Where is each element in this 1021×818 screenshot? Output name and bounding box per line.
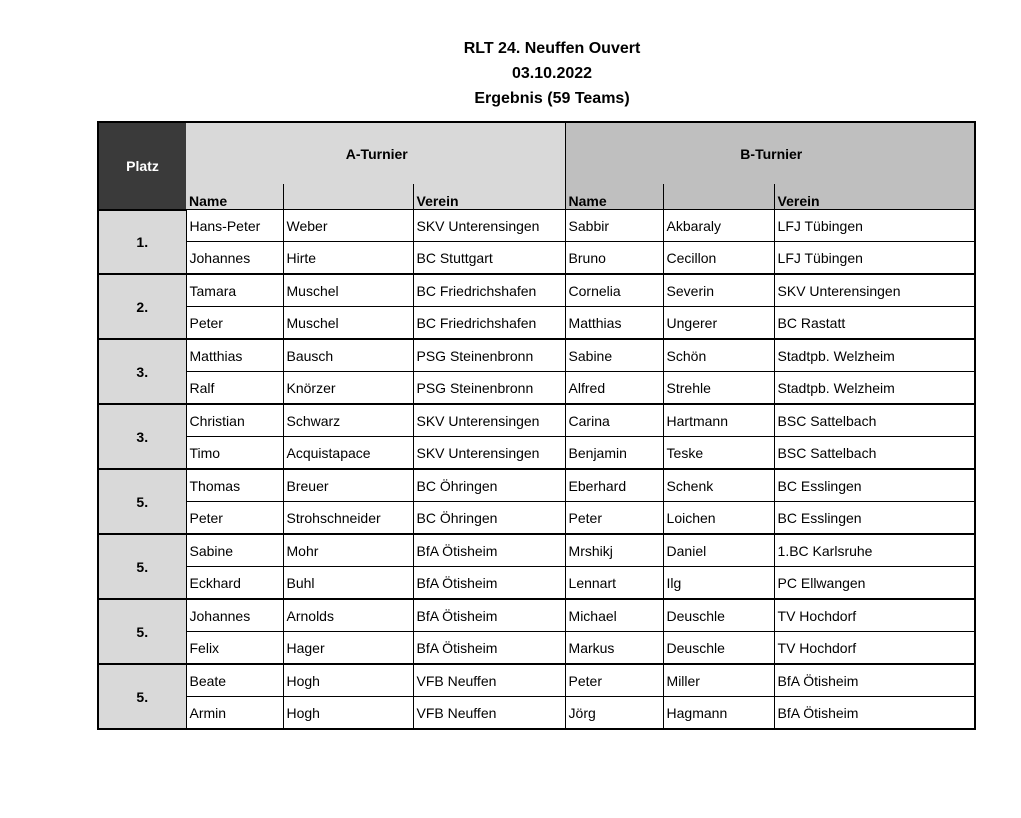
b-club-cell: TV Hochdorf <box>774 599 975 632</box>
rank-cell: 1. <box>98 210 186 275</box>
a-last-name-cell: Schwarz <box>283 404 413 437</box>
rank-cell: 2. <box>98 274 186 339</box>
b-club-cell: BC Rastatt <box>774 307 975 340</box>
b-first-name-cell: Matthias <box>565 307 663 340</box>
b-first-name-cell: Sabine <box>565 339 663 372</box>
b-last-name-cell: Loichen <box>663 502 774 535</box>
b-first-name-cell: Benjamin <box>565 437 663 470</box>
b-first-name-cell: Sabbir <box>565 210 663 242</box>
a-club-cell: VFB Neuffen <box>413 664 565 697</box>
b-name-header-empty <box>663 184 774 210</box>
table-row <box>98 469 975 502</box>
b-club-cell: PC Ellwangen <box>774 567 975 600</box>
a-first-name-cell: Ralf <box>186 372 283 405</box>
a-first-name-cell: Christian <box>186 404 283 437</box>
a-last-name-cell: Hager <box>283 632 413 665</box>
rank-cell: 3. <box>98 404 186 469</box>
a-first-name-cell: Peter <box>186 502 283 535</box>
b-last-name-cell: Teske <box>663 437 774 470</box>
table-row <box>98 534 975 567</box>
a-club-cell: SKV Unterensingen <box>413 210 565 242</box>
a-last-name-cell: Hogh <box>283 664 413 697</box>
b-last-name-cell: Strehle <box>663 372 774 405</box>
a-first-name-cell: Felix <box>186 632 283 665</box>
a-name-header-empty <box>283 184 413 210</box>
a-last-name-cell: Breuer <box>283 469 413 502</box>
a-first-name-cell: Timo <box>186 437 283 470</box>
table-row <box>98 307 975 340</box>
results-body <box>98 210 975 730</box>
a-first-name-cell: Armin <box>186 697 283 730</box>
a-club-cell: BfA Ötisheim <box>413 632 565 665</box>
b-first-name-cell: Lennart <box>565 567 663 600</box>
a-turnier-header: A-Turnier <box>186 122 565 184</box>
a-club-cell: SKV Unterensingen <box>413 437 565 470</box>
a-club-cell: BfA Ötisheim <box>413 567 565 600</box>
a-first-name-cell: Johannes <box>186 242 283 275</box>
b-club-cell: BfA Ötisheim <box>774 664 975 697</box>
a-club-cell: BfA Ötisheim <box>413 599 565 632</box>
page-subtitle: Ergebnis (59 Teams) <box>474 90 630 107</box>
a-last-name-cell: Mohr <box>283 534 413 567</box>
table-row <box>98 404 975 437</box>
b-last-name-cell: Ungerer <box>663 307 774 340</box>
table-row <box>98 664 975 697</box>
a-last-name-cell: Hirte <box>283 242 413 275</box>
a-last-name-cell: Muschel <box>283 274 413 307</box>
rank-cell: 5. <box>98 664 186 729</box>
a-last-name-cell: Hogh <box>283 697 413 730</box>
a-first-name-cell: Sabine <box>186 534 283 567</box>
a-last-name-cell: Arnolds <box>283 599 413 632</box>
b-last-name-cell: Akbaraly <box>663 210 774 242</box>
a-first-name-cell: Beate <box>186 664 283 697</box>
b-last-name-cell: Daniel <box>663 534 774 567</box>
table-row <box>98 339 975 372</box>
b-club-cell: TV Hochdorf <box>774 632 975 665</box>
a-last-name-cell: Knörzer <box>283 372 413 405</box>
a-verein-header: Verein <box>413 184 565 210</box>
b-last-name-cell: Ilg <box>663 567 774 600</box>
a-last-name-cell: Acquistapace <box>283 437 413 470</box>
table-row <box>98 274 975 307</box>
b-club-cell: BSC Sattelbach <box>774 437 975 470</box>
b-club-cell: LFJ Tübingen <box>774 242 975 275</box>
a-club-cell: VFB Neuffen <box>413 697 565 730</box>
a-first-name-cell: Johannes <box>186 599 283 632</box>
b-club-cell: LFJ Tübingen <box>774 210 975 242</box>
a-name-header: Name <box>186 184 283 210</box>
b-club-cell: 1.BC Karlsruhe <box>774 534 975 567</box>
a-last-name-cell: Bausch <box>283 339 413 372</box>
b-last-name-cell: Schenk <box>663 469 774 502</box>
a-first-name-cell: Tamara <box>186 274 283 307</box>
page-title: RLT 24. Neuffen Ouvert <box>463 40 641 57</box>
a-club-cell: BC Friedrichshafen <box>413 274 565 307</box>
b-last-name-cell: Severin <box>663 274 774 307</box>
b-first-name-cell: Peter <box>565 502 663 535</box>
a-club-cell: PSG Steinenbronn <box>413 339 565 372</box>
event-date: 03.10.2022 <box>511 65 593 82</box>
rank-cell: 5. <box>98 469 186 534</box>
a-club-cell: PSG Steinenbronn <box>413 372 565 405</box>
b-first-name-cell: Jörg <box>565 697 663 730</box>
b-last-name-cell: Schön <box>663 339 774 372</box>
b-club-cell: Stadtpb. Welzheim <box>774 372 975 405</box>
b-last-name-cell: Hartmann <box>663 404 774 437</box>
b-first-name-cell: Carina <box>565 404 663 437</box>
rank-cell: 3. <box>98 339 186 404</box>
table-row <box>98 437 975 470</box>
results-table <box>97 121 976 730</box>
b-turnier-header: B-Turnier <box>565 122 975 184</box>
b-club-cell: BfA Ötisheim <box>774 697 975 730</box>
a-first-name-cell: Eckhard <box>186 567 283 600</box>
a-last-name-cell: Strohschneider <box>283 502 413 535</box>
table-row <box>98 697 975 730</box>
a-last-name-cell: Buhl <box>283 567 413 600</box>
b-club-cell: SKV Unterensingen <box>774 274 975 307</box>
table-row <box>98 372 975 405</box>
a-first-name-cell: Thomas <box>186 469 283 502</box>
b-club-cell: Stadtpb. Welzheim <box>774 339 975 372</box>
b-last-name-cell: Hagmann <box>663 697 774 730</box>
table-row <box>98 632 975 665</box>
b-first-name-cell: Peter <box>565 664 663 697</box>
a-club-cell: BC Öhringen <box>413 502 565 535</box>
b-club-cell: BC Esslingen <box>774 469 975 502</box>
a-club-cell: BfA Ötisheim <box>413 534 565 567</box>
b-first-name-cell: Eberhard <box>565 469 663 502</box>
b-first-name-cell: Alfred <box>565 372 663 405</box>
a-club-cell: SKV Unterensingen <box>413 404 565 437</box>
b-first-name-cell: Cornelia <box>565 274 663 307</box>
b-last-name-cell: Cecillon <box>663 242 774 275</box>
rank-cell: 5. <box>98 534 186 599</box>
a-last-name-cell: Weber <box>283 210 413 242</box>
a-club-cell: BC Stuttgart <box>413 242 565 275</box>
b-last-name-cell: Deuschle <box>663 632 774 665</box>
platz-header: Platz <box>98 122 186 210</box>
table-row <box>98 242 975 275</box>
b-name-header: Name <box>565 184 663 210</box>
b-first-name-cell: Bruno <box>565 242 663 275</box>
table-row <box>98 502 975 535</box>
a-last-name-cell: Muschel <box>283 307 413 340</box>
b-first-name-cell: Mrshikj <box>565 534 663 567</box>
b-last-name-cell: Deuschle <box>663 599 774 632</box>
a-first-name-cell: Peter <box>186 307 283 340</box>
rank-cell: 5. <box>98 599 186 664</box>
b-last-name-cell: Miller <box>663 664 774 697</box>
a-club-cell: BC Friedrichshafen <box>413 307 565 340</box>
a-first-name-cell: Matthias <box>186 339 283 372</box>
b-first-name-cell: Markus <box>565 632 663 665</box>
table-row <box>98 599 975 632</box>
a-first-name-cell: Hans-Peter <box>186 210 283 242</box>
b-club-cell: BSC Sattelbach <box>774 404 975 437</box>
table-row <box>98 567 975 600</box>
table-row <box>98 210 975 242</box>
a-club-cell: BC Öhringen <box>413 469 565 502</box>
b-first-name-cell: Michael <box>565 599 663 632</box>
b-club-cell: BC Esslingen <box>774 502 975 535</box>
b-verein-header: Verein <box>774 184 975 210</box>
